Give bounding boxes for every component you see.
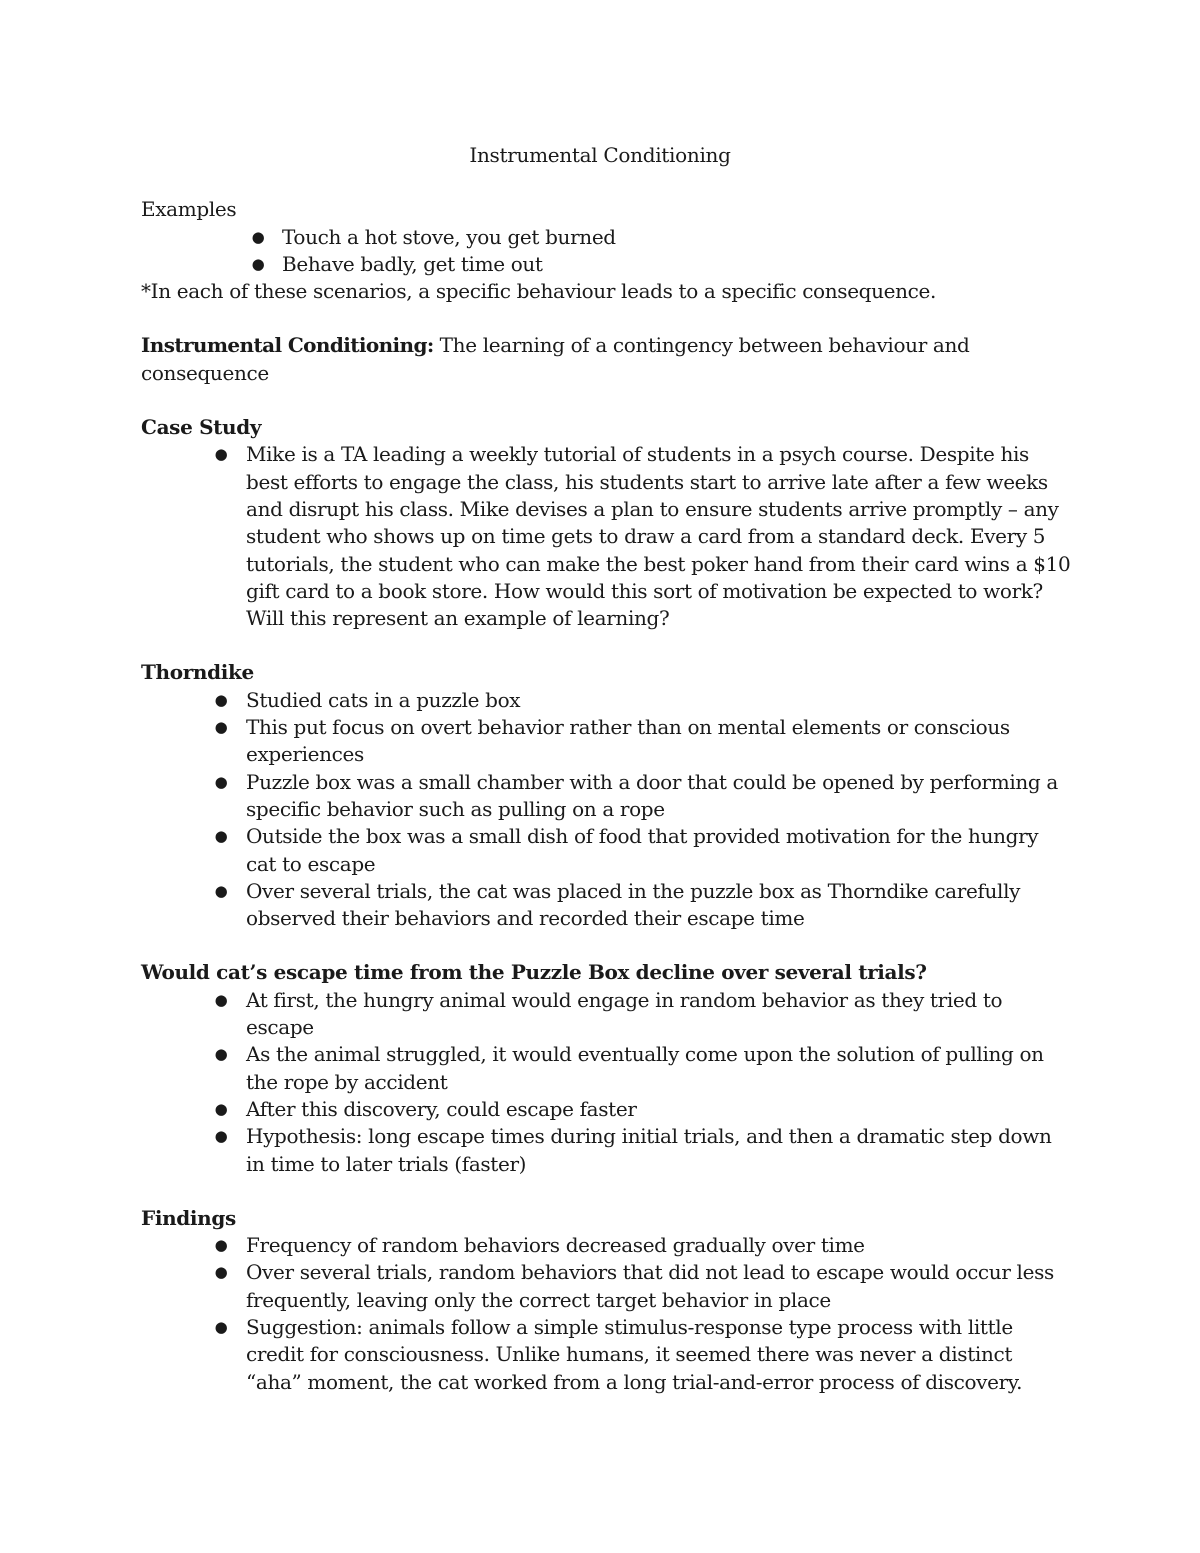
definition-term: Instrumental Conditioning: bbox=[141, 333, 434, 358]
examples-heading: Examples bbox=[141, 197, 237, 222]
list-item: ● Mike is a TA leading a weekly tutorial of students in a psych course. Despite his best efforts to engage the class, his students start to arrive late after a few weeks and disrupt his class. Mike devises a plan to ensure students arrive promptly – any student who shows up on time gets to draw a card from a standard deck. Every 5 tutorials, the student who can make the best poker hand from their card wins a $10 gift card to a book store. How would this sort of motivation be expected to work? Will this represent an example of learning? bbox=[214, 442, 1071, 631]
bullet-icon: ● bbox=[214, 1317, 228, 1336]
list-item: ● Behave badly, get time out bbox=[141, 251, 1071, 278]
list-item: ● Studied cats in a puzzle box bbox=[141, 687, 1071, 714]
list-item: ● This put focus on overt behavior rather than on mental elements or conscious experiences bbox=[214, 715, 1010, 767]
list-item: ● As the animal struggled, it would eventually come upon the solution of pulling on the rope by accident bbox=[214, 1042, 1044, 1094]
question-heading: Would cat’s escape time from the Puzzle Box decline over several trials? bbox=[141, 960, 927, 985]
bullet-icon: ● bbox=[214, 1127, 228, 1146]
bullet-icon: ● bbox=[214, 1263, 228, 1282]
bullet-icon: ● bbox=[214, 827, 228, 846]
list-item: ● Frequency of random behaviors decreased gradually over time bbox=[141, 1232, 1071, 1259]
page-title: Instrumental Conditioning bbox=[469, 143, 731, 167]
examples-list bbox=[141, 224, 1071, 279]
bullet-icon: ● bbox=[214, 1045, 228, 1064]
bullet-icon: ● bbox=[214, 990, 228, 1009]
bullet-icon: ● bbox=[214, 718, 228, 737]
definition bbox=[141, 332, 1071, 387]
list-item: ● Over several trials, random behaviors that did not lead to escape would occur less frequently, leaving only the correct target behavior in place bbox=[214, 1260, 1054, 1312]
list-item: ● Over several trials, the cat was placed in the puzzle box as Thorndike carefully observed their behaviors and recorded their escape time bbox=[214, 878, 1021, 931]
findings-list bbox=[141, 1232, 1071, 1396]
document-page bbox=[141, 142, 1071, 1396]
bullet-icon: ● bbox=[214, 772, 228, 791]
thorndike-heading: Thorndike bbox=[141, 660, 254, 685]
bullet-icon: ● bbox=[251, 254, 265, 273]
list-item: ● Puzzle box was a small chamber with a door that could be opened by performing a specific behavior such as pulling on a rope bbox=[214, 769, 1058, 821]
list-item: ● Touch a hot stove, you get burned bbox=[141, 224, 1071, 251]
question-list bbox=[141, 987, 1071, 1178]
bullet-icon: ● bbox=[214, 1236, 228, 1255]
list-item: ● Outside the box was a small dish of food that provided motivation for the hungry cat to escape bbox=[214, 824, 1039, 876]
definition-text: The learning of a contingency between behaviour and consequence bbox=[141, 333, 970, 385]
bullet-icon: ● bbox=[214, 881, 228, 900]
bullet-icon: ● bbox=[214, 690, 228, 709]
thorndike-list bbox=[141, 687, 1071, 933]
list-item: ● At first, the hungry animal would engage in random behavior as they tried to escape bbox=[214, 987, 1003, 1040]
findings-heading: Findings bbox=[141, 1205, 236, 1230]
list-item: ● After this discovery, could escape faster bbox=[141, 1096, 1071, 1123]
examples-note: *In each of these scenarios, a specific behaviour leads to a specific consequence. bbox=[141, 279, 937, 304]
list-item: ● Suggestion: animals follow a simple stimulus-response type process with little credit for consciousness. Unlike humans, it seemed there was never a distinct “aha” moment, the cat worked from a long trial-and-error process of discovery. bbox=[214, 1314, 1023, 1394]
bullet-icon: ● bbox=[214, 445, 228, 464]
case-study-heading: Case Study bbox=[141, 415, 262, 440]
bullet-icon: ● bbox=[214, 1099, 228, 1118]
list-item: ● Hypothesis: long escape times during initial trials, and then a dramatic step down in time to later trials (faster) bbox=[214, 1124, 1052, 1176]
case-study-list bbox=[141, 441, 1071, 632]
bullet-icon: ● bbox=[251, 227, 265, 246]
